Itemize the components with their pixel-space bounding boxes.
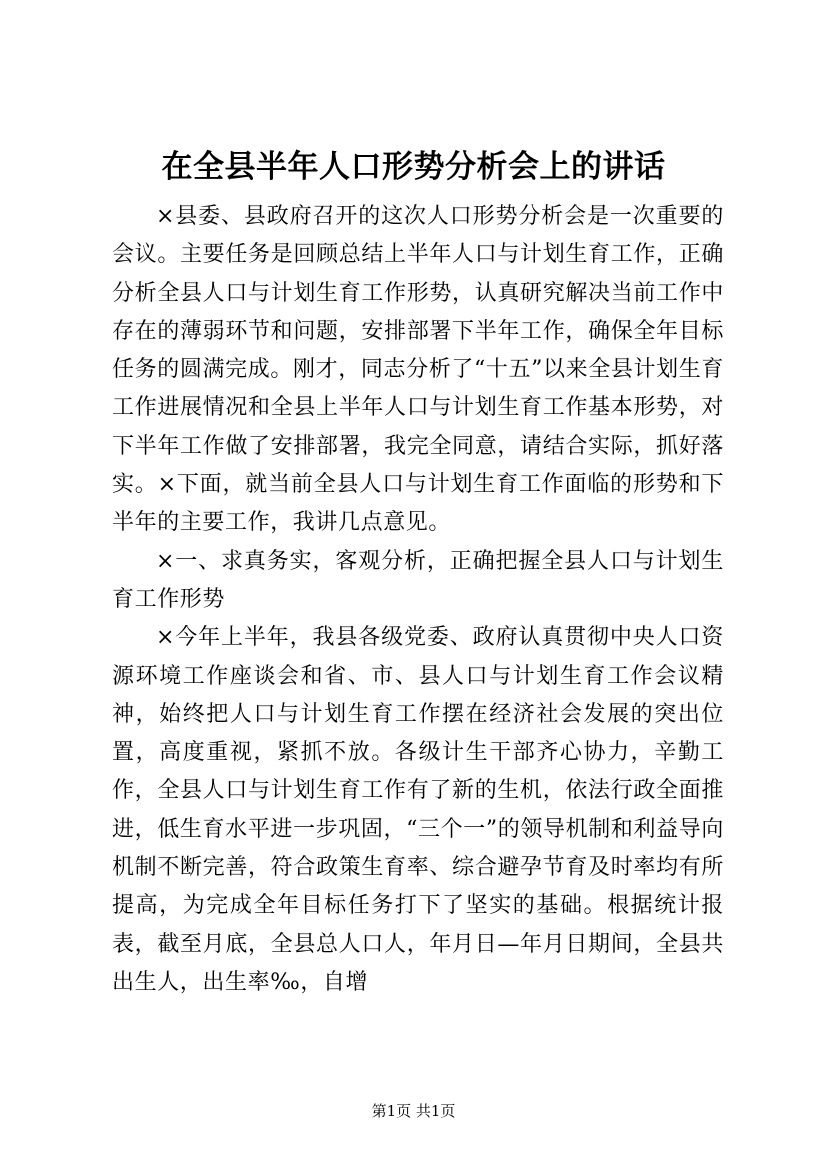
paragraph-intro: ×县委、县政府召开的这次人口形势分析会是一次重要的会议。主要任务是回顾总结上半年人口与计划生育工作，正确分析全县人口与计划生育工作形势，认真研究解决当前工作中存在的薄弱环节和问题，安排部署下半年工作，确保全年目标任务的圆满完成。刚才，同志分析了“十五”以来全县计划生育工作进展情况和全县上半年人口与计划生育工作基本形势，对下半年工作做了安排部署，我完全同意，请结合实际，抓好落实。×下面，就当前全县人口与计划生育工作面临的形势和下半年的主要工作，我讲几点意见。: [112, 204, 724, 536]
paragraph-section-heading: ×一、求真务实，客观分析，正确把握全县人口与计划生育工作形势: [112, 548, 724, 612]
paragraph-situation: ×今年上半年，我县各级党委、政府认真贯彻中央人口资源环境工作座谈会和省、市、县人口与计划生育工作会议精神，始终把人口与计划生育工作摆在经济社会发展的突出位置，高度重视，紧抓不放。各级计生干部齐心协力，辛勤工作，全县人口与计划生育工作有了新的生机，依法行政全面推进，低生育水平进一步巩固，“三个一”的领导机制和利益导向机制不断完善，符合政策生育率、综合避孕节育及时率均有所提高，为完成全年目标任务打下了坚实的基础。根据统计报表，截至月底，全县总人口人，年月日—年月日期间，全县共出生人，出生率‰，自增: [112, 625, 724, 995]
page-footer: 第1页 共1页: [371, 1102, 456, 1120]
document-title: 在全县半年人口形势分析会上的讲话: [161, 149, 666, 185]
document-body: [112, 198, 724, 1002]
